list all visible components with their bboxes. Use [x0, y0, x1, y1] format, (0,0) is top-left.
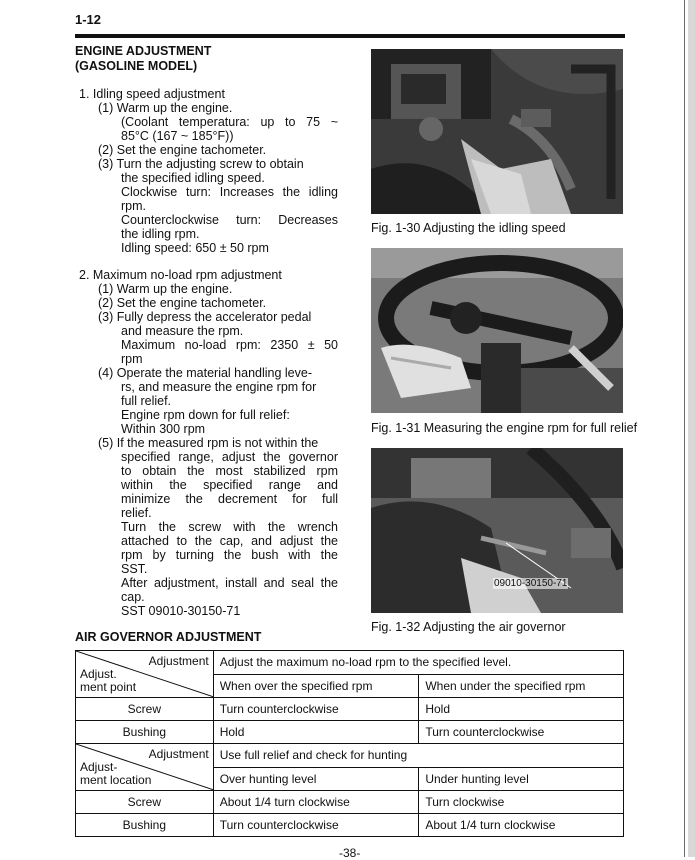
- header-label: [80, 761, 151, 787]
- step-text: within the specified range and: [121, 478, 338, 492]
- table-cell: Under hunting level: [419, 767, 624, 791]
- step-text: (4) Operate the material handling leve-: [98, 366, 313, 380]
- header-label-line: ment location: [80, 773, 152, 787]
- step-text: (3) Fully depress the accelerator pedal: [98, 310, 312, 324]
- step-text: Engine rpm down for full relief:: [121, 408, 290, 422]
- step-text: to obtain the most stabilized rpm: [121, 464, 338, 478]
- header-label-line: ment point: [80, 680, 137, 694]
- spec-value: Idling speed: 650 ± 50 rpm: [121, 241, 269, 255]
- step-text: 85°C (167 ~ 185°F)): [121, 129, 234, 143]
- figure-caption: Fig. 1-30 Adjusting the idling speed: [371, 221, 566, 235]
- step-text: After adjustment, install and seal the: [121, 576, 338, 590]
- air-governor-table: [75, 650, 624, 837]
- header-diagonal-cell: [76, 744, 214, 791]
- table-cell: Turn counterclockwise: [213, 698, 419, 721]
- step-text: relief.: [121, 506, 152, 520]
- table-row: [76, 721, 624, 744]
- table-row: [76, 698, 624, 721]
- table-row: [76, 651, 624, 675]
- photo-idling-speed: [371, 49, 623, 214]
- step-text: specified range, adjust the governor: [121, 450, 338, 464]
- table-cell: Hold: [213, 721, 419, 744]
- step-heading: 2. Maximum no-load rpm adjustment: [79, 268, 282, 282]
- photo-idling-speed-image: [371, 49, 623, 214]
- figure-caption: Fig. 1-31 Measuring the engine rpm for full relief: [371, 421, 638, 435]
- step-text: rs, and measure the engine rpm for: [121, 380, 317, 394]
- spec-value: Within 300 rpm: [121, 422, 206, 436]
- table-row: [76, 791, 624, 814]
- step-text: the idling rpm.: [121, 227, 200, 241]
- step-text: Counterclockwise turn: Decreases: [121, 213, 338, 227]
- table-cell: About 1/4 turn clockwise: [419, 814, 624, 837]
- sst-number: SST 09010-30150-71: [121, 604, 241, 618]
- step-text: (1) Warm up the engine.: [98, 282, 233, 296]
- header-label-line: Adjust.: [80, 667, 117, 681]
- table-cell: Screw: [76, 698, 214, 721]
- section-title: [75, 44, 211, 74]
- table-cell: Hold: [419, 698, 624, 721]
- table-cell: About 1/4 turn clockwise: [213, 791, 419, 814]
- step-text: (Coolant temperatura: up to 75 ~: [121, 115, 338, 129]
- title-line-1: ENGINE ADJUSTMENT: [75, 44, 212, 58]
- page-shadow: [688, 0, 695, 857]
- photo-measuring-rpm-image: [371, 248, 623, 413]
- page-footer: -38-: [339, 846, 361, 860]
- table-cell: Adjust the maximum no-load rpm to the specified level.: [213, 651, 623, 675]
- figure-caption: Fig. 1-32 Adjusting the air governor: [371, 620, 566, 634]
- table-cell: When under the specified rpm: [419, 674, 624, 698]
- step-text: (3) Turn the adjusting screw to obtain: [98, 157, 304, 171]
- header-diagonal-cell: [76, 651, 214, 698]
- table-cell: Turn counterclockwise: [213, 814, 419, 837]
- header-label: Adjustment: [148, 747, 209, 761]
- step-text: attached to the cap, and adjust the: [121, 534, 338, 548]
- step-text: cap.: [121, 590, 145, 604]
- table-cell: Turn clockwise: [419, 791, 624, 814]
- photo-air-governor: [371, 448, 623, 613]
- step-text: minimize the decrement for full: [121, 492, 338, 506]
- table-cell: When over the specified rpm: [213, 674, 419, 698]
- spec-value: Maximum no-load rpm: 2350 ± 50: [121, 338, 338, 352]
- step-text: (1) Warm up the engine.: [98, 101, 233, 115]
- table-row: [76, 744, 624, 768]
- step-text: Turn the screw with the wrench: [121, 520, 338, 534]
- page-number: 1-12: [75, 12, 102, 27]
- table-cell: Screw: [76, 791, 214, 814]
- spec-value: rpm: [121, 352, 143, 366]
- step-heading: 1. Idling speed adjustment: [79, 87, 225, 101]
- step-text: and measure the rpm.: [121, 324, 244, 338]
- step-text: (2) Set the engine tachometer.: [98, 143, 267, 157]
- step-text: Clockwise turn: Increases the idling: [121, 185, 338, 199]
- tool-number-label: 09010-30150-71: [494, 578, 568, 589]
- air-governor-title: AIR GOVERNOR ADJUSTMENT: [75, 630, 262, 644]
- title-line-2: (GASOLINE MODEL): [75, 59, 198, 73]
- table-cell: Use full relief and check for hunting: [213, 744, 623, 768]
- table-cell: Turn counterclockwise: [419, 721, 624, 744]
- header-label: Adjustment: [148, 654, 209, 668]
- header-rule: [75, 34, 625, 38]
- page-edge: [684, 0, 685, 857]
- table-cell: Bushing: [76, 721, 214, 744]
- step-text: SST.: [121, 562, 148, 576]
- step-text: the specified idling speed.: [121, 171, 265, 185]
- step-text: (2) Set the engine tachometer.: [98, 296, 267, 310]
- step-text: (5) If the measured rpm is not within the: [98, 436, 319, 450]
- header-label-line: Adjust-: [80, 760, 118, 774]
- table-cell: Bushing: [76, 814, 214, 837]
- photo-measuring-rpm: [371, 248, 623, 413]
- step-text: rpm by turning the bush with the: [121, 548, 338, 562]
- header-label: [80, 668, 136, 694]
- step-text: full relief.: [121, 394, 172, 408]
- step-text: rpm.: [121, 199, 146, 213]
- table-cell: Over hunting level: [213, 767, 419, 791]
- table-row: [76, 814, 624, 837]
